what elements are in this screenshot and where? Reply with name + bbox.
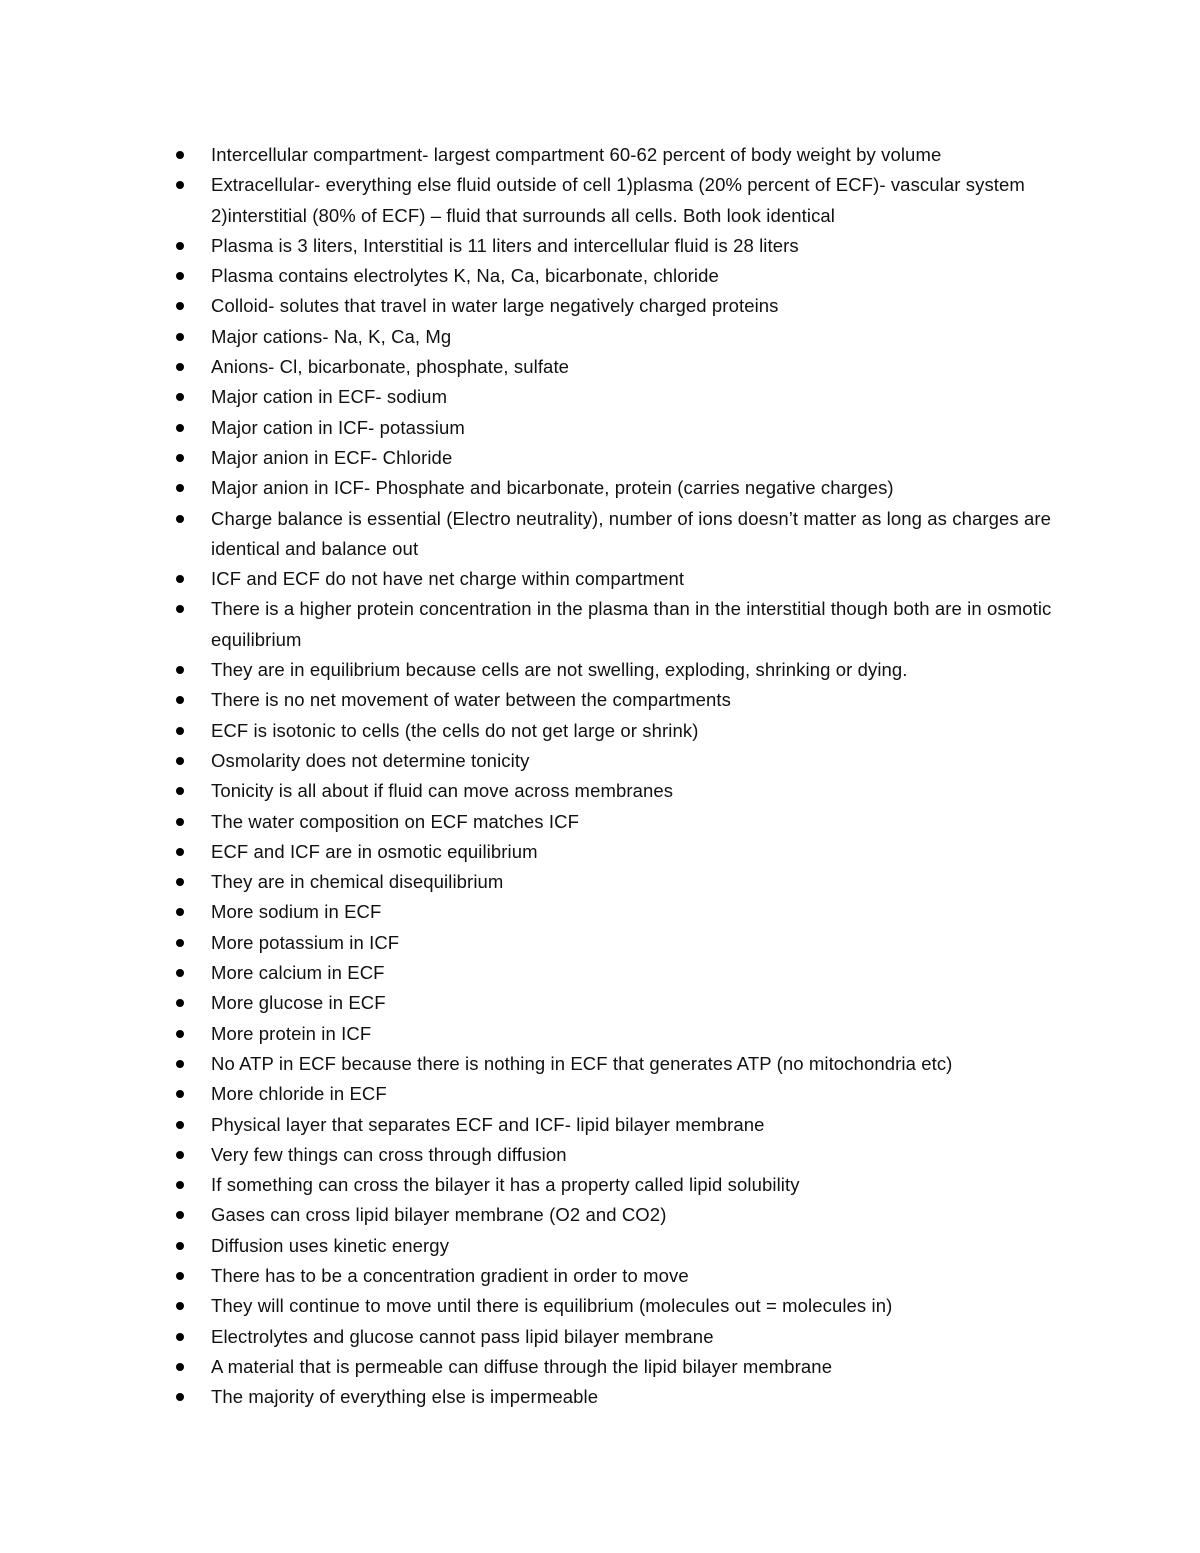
bullet-text: More potassium in ICF [211,931,400,953]
bullet-dot-icon [176,454,184,462]
bullet-dot-icon [176,1151,184,1159]
bullet-text: Major cation in ICF- potassium [211,416,465,438]
bullet-item [0,685,1200,715]
bullet-text: Anions- Cl, bicarbonate, phosphate, sulfate [211,356,570,378]
bullet-text: The majority of everything else is impermeable [211,1386,599,1408]
bullet-text: More glucose in ECF [211,992,386,1014]
bullet-text: They will continue to move until there is equilibrium (molecules out = molecules in) [211,1295,893,1317]
bullet-item [0,988,1200,1018]
bullet-dot-icon [176,848,184,856]
bullet-text: Major anion in ICF- Phosphate and bicarbonate, protein (carries negative charges) [211,477,894,499]
bullet-text: If something can cross the bilayer it has a property called lipid solubility [211,1174,800,1196]
bullet-item [0,594,1200,655]
bullet-text: ECF is isotonic to cells (the cells do not get large or shrink) [211,719,699,741]
bullet-item [0,352,1200,382]
bullet-item [0,382,1200,412]
bullet-item [0,1352,1200,1382]
bullet-dot-icon [176,484,184,492]
bullet-item [0,1019,1200,1049]
bullet-item [0,504,1200,565]
bullet-dot-icon [176,1272,184,1280]
bullet-dot-icon [176,515,184,523]
bullet-item [0,1170,1200,1200]
bullet-item [0,1261,1200,1291]
bullet-dot-icon [176,1393,184,1401]
bullet-item [0,807,1200,837]
bullet-dot-icon [176,333,184,341]
bullet-item [0,1140,1200,1170]
bullet-item [0,1049,1200,1079]
bullet-dot-icon [176,393,184,401]
bullet-text: Physical layer that separates ECF and ICF- lipid bilayer membrane [211,1113,765,1135]
bullet-text: A material that is permeable can diffuse through the lipid bilayer membrane [211,1355,833,1377]
bullet-item [0,170,1200,231]
bullet-item [0,867,1200,897]
bullet-text: Major cation in ECF- sodium [211,386,448,408]
bullet-item [0,716,1200,746]
bullet-dot-icon [176,1333,184,1341]
bullet-dot-icon [176,242,184,250]
bullet-dot-icon [176,1242,184,1250]
bullet-dot-icon [176,939,184,947]
bullet-text: There has to be a concentration gradient in order to move [211,1264,689,1286]
bullet-item [0,1382,1200,1412]
bullet-item [0,1291,1200,1321]
bullet-item [0,231,1200,261]
bullet-dot-icon [176,363,184,371]
bullet-dot-icon [176,1181,184,1189]
bullet-text: No ATP in ECF because there is nothing in ECF that generates ATP (no mitochondria etc) [211,1052,953,1074]
bullet-text: Osmolarity does not determine tonicity [211,749,530,771]
bullet-dot-icon [176,575,184,583]
bullet-item [0,1110,1200,1140]
bullet-text: Intercellular compartment- largest compartment 60-62 percent of body weight by volume [211,144,942,165]
bullet-dot-icon [176,605,184,613]
bullet-item [0,1322,1200,1352]
bullet-dot-icon [176,666,184,674]
bullet-item [0,322,1200,352]
bullet-dot-icon [176,1090,184,1098]
bullet-text: More sodium in ECF [211,901,382,923]
bullet-dot-icon [176,1363,184,1371]
bullet-text: More calcium in ECF [211,962,385,984]
bullet-text: Extracellular- everything else fluid outside of cell 1)plasma (20% percent of ECF)- vascular system 2)interstitial (80% of ECF) – fluid that surrounds all cells. Both look identical [211,174,1025,226]
bullet-dot-icon [176,1302,184,1310]
bullet-dot-icon [176,151,184,159]
bullet-text: There is a higher protein concentration in the plasma than in the interstitial though both are in osmotic equilibrium [211,598,1052,650]
bullet-dot-icon [176,1030,184,1038]
bullet-text: ECF and ICF are in osmotic equilibrium [211,840,538,862]
bullet-item [0,655,1200,685]
bullet-text: They are in chemical disequilibrium [211,871,504,893]
bullet-dot-icon [176,272,184,280]
bullet-dot-icon [176,969,184,977]
bullet-text: The water composition on ECF matches ICF [211,810,579,832]
bullet-item [0,261,1200,291]
bullet-text: Tonicity is all about if fluid can move across membranes [211,780,674,802]
bullet-dot-icon [176,1060,184,1068]
bullet-text: Major anion in ECF- Chloride [211,446,453,468]
bullet-text: Gases can cross lipid bilayer membrane (O2 and CO2) [211,1204,667,1226]
bullet-text: Major cations- Na, K, Ca, Mg [211,325,452,347]
bullet-dot-icon [176,787,184,795]
bullet-item [0,413,1200,443]
bullet-item [0,564,1200,594]
bullet-text: Charge balance is essential (Electro neutrality), number of ions doesn’t matter as long as charges are identical and balance out [211,507,1052,559]
bullet-dot-icon [176,181,184,189]
bullet-dot-icon [176,908,184,916]
bullet-dot-icon [176,818,184,826]
bullet-text: More chloride in ECF [211,1083,387,1105]
bullet-item [0,140,1200,170]
bullet-dot-icon [176,424,184,432]
bullet-item [0,958,1200,988]
bullet-item [0,837,1200,867]
bullet-item [0,443,1200,473]
bullet-item [0,473,1200,503]
bullet-item [0,1200,1200,1230]
bullet-text: Electrolytes and glucose cannot pass lipid bilayer membrane [211,1325,714,1347]
bullet-text: They are in equilibrium because cells are not swelling, exploding, shrinking or dying. [211,659,908,681]
bullet-text: Very few things can cross through diffusion [211,1143,567,1165]
bullet-item [0,1231,1200,1261]
bullet-text: Plasma is 3 liters, Interstitial is 11 liters and intercellular fluid is 28 liters [211,234,799,256]
bullet-dot-icon [176,302,184,310]
bullet-list [0,140,1200,1412]
bullet-dot-icon [176,999,184,1007]
bullet-item [0,1079,1200,1109]
bullet-dot-icon [176,727,184,735]
bullet-item [0,746,1200,776]
bullet-dot-icon [176,1121,184,1129]
bullet-text: Colloid- solutes that travel in water large negatively charged proteins [211,295,779,317]
bullet-dot-icon [176,878,184,886]
bullet-text: There is no net movement of water between the compartments [211,689,731,711]
bullet-text: More protein in ICF [211,1022,372,1044]
bullet-item [0,897,1200,927]
bullet-text: Plasma contains electrolytes K, Na, Ca, bicarbonate, chloride [211,265,719,287]
bullet-item [0,291,1200,321]
bullet-item [0,928,1200,958]
bullet-dot-icon [176,1211,184,1219]
bullet-dot-icon [176,696,184,704]
bullet-text: ICF and ECF do not have net charge within compartment [211,568,685,590]
bullet-text: Diffusion uses kinetic energy [211,1234,450,1256]
bullet-item [0,776,1200,806]
bullet-dot-icon [176,757,184,765]
